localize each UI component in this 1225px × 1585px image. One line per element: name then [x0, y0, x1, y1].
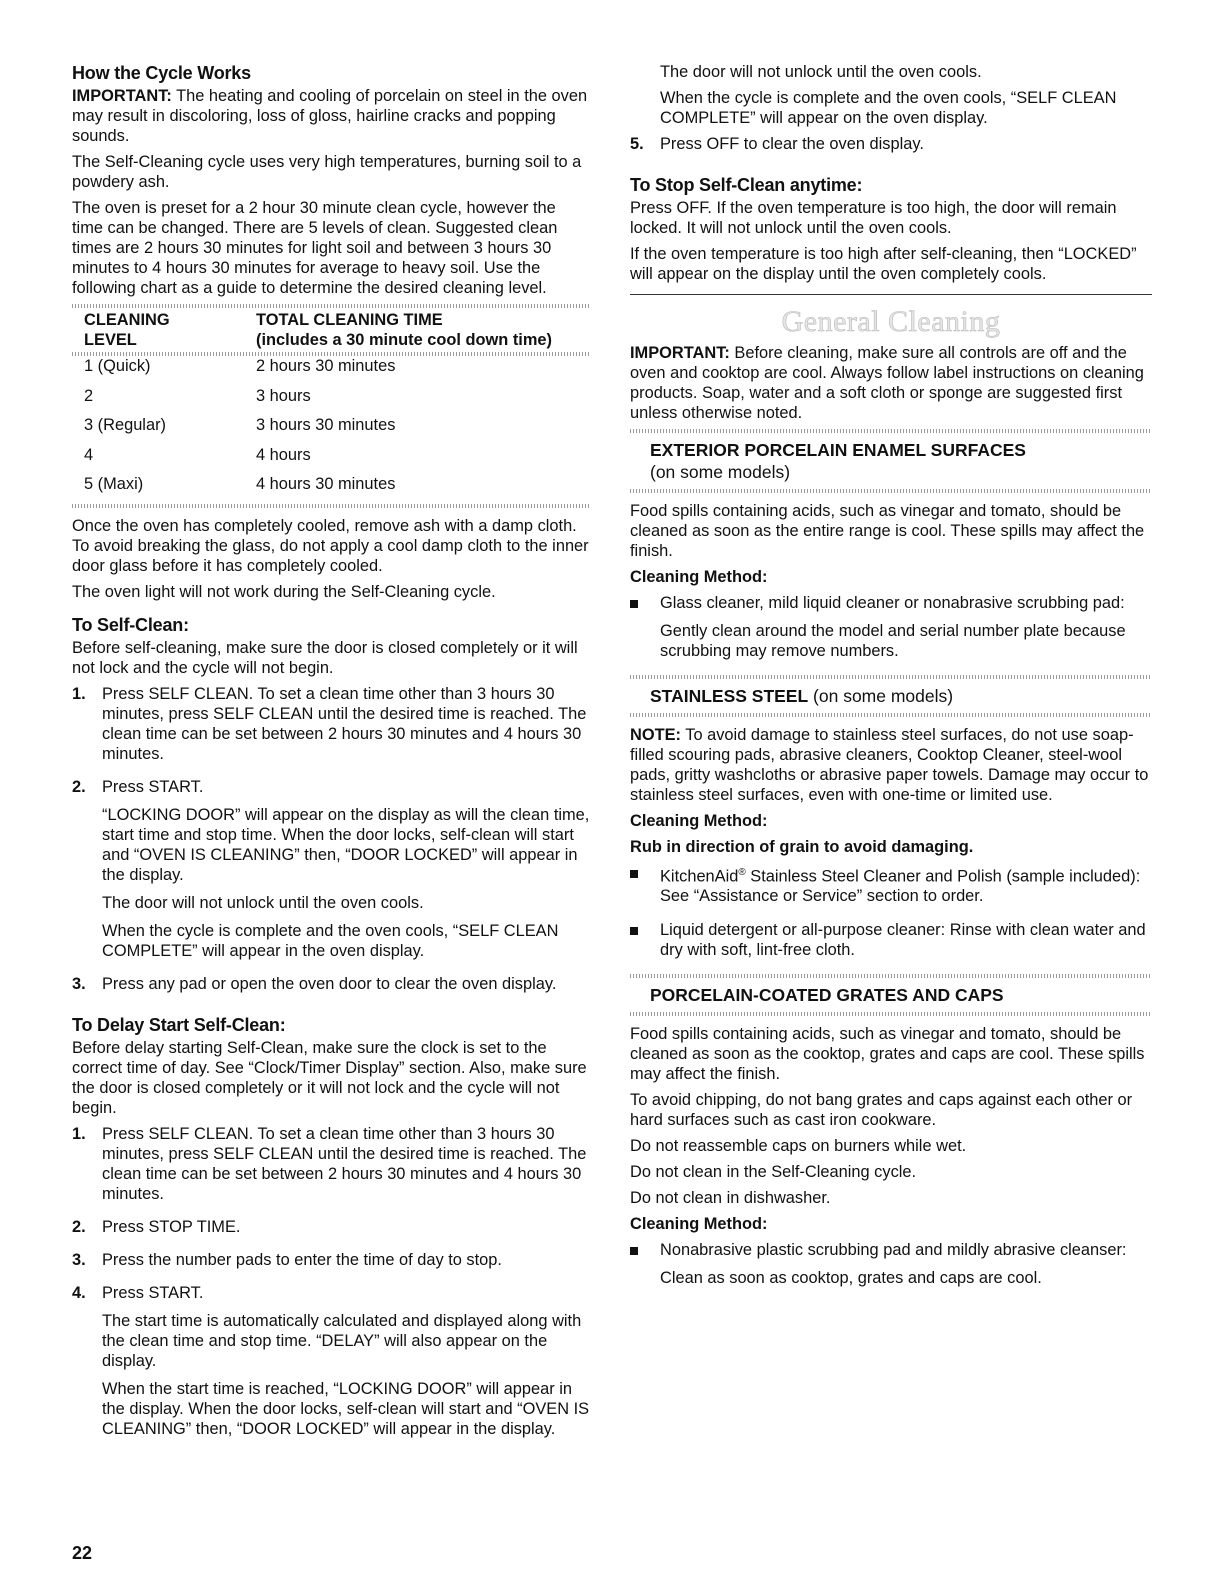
cell-level: 1 (Quick)	[84, 357, 151, 375]
self-clean-heading: To Self-Clean:	[72, 614, 189, 635]
important-text: The heating and cooling of porcelain on steel in the oven may result in discoloring, loss of gloss, hairline cracks and popping sounds.	[72, 87, 588, 145]
cell-time: 2 hours 30 minutes	[256, 357, 396, 375]
step-detail: “LOCKING DOOR” will appear on the display as will the clean time, start time and stop time. When the door locks, self-clean will start and “OVEN IS CLEANING” then, “DOOR LOCKED” will appear in the display.	[102, 805, 590, 884]
table-bottom-rule	[72, 504, 590, 508]
bullet-item	[630, 1240, 1152, 1296]
bullet-detail: Gently clean around the model and serial number plate because scrubbing may remove numbers.	[660, 622, 1126, 660]
general-cleaning-title: General Cleaning	[781, 305, 1001, 338]
square-bullet-icon	[630, 863, 660, 914]
bullet-detail: Clean as soon as cooktop, grates and caps are cool.	[660, 1269, 1042, 1288]
cell-level: 4	[84, 445, 94, 464]
paragraph: Do not reassemble caps on burners while wet.	[630, 1137, 967, 1156]
paragraph: To avoid chipping, do not bang grates and caps against each other or hard surfaces such as cast iron cookware.	[630, 1091, 1133, 1130]
note-label: NOTE:	[630, 726, 681, 744]
step-text: Press START.	[102, 777, 204, 796]
cleaning-method-label: Cleaning Method:	[630, 1215, 768, 1234]
important-text: Before cleaning, make sure all controls are off and the oven and cooktop are cool. Always follow label instructions on cleaning products. Soap, water and a soft cloth or sponge are suggested first unless otherwise noted.	[630, 344, 1144, 422]
step-text: Press OFF to clear the oven display.	[660, 135, 924, 153]
step-item	[72, 1283, 590, 1447]
bullet-text: Nonabrasive plastic scrubbing pad and mildly abrasive cleanser:	[660, 1241, 1127, 1260]
table-row	[72, 386, 590, 416]
bullet-text	[660, 863, 1152, 886]
step-text: Press the number pads to enter the time of day to stop.	[102, 1250, 502, 1269]
porcelain-grates-title: PORCELAIN-COATED GRATES AND CAPS	[650, 985, 1004, 1006]
cell-time: 4 hours 30 minutes	[256, 475, 396, 493]
col-header-level-line2: LEVEL	[84, 331, 137, 349]
delay-steps	[72, 1124, 590, 1447]
paragraph: Before delay starting Self-Clean, make sure the clock is set to the correct time of day. See “Clock/Timer Display” section. Also, make sure the door is closed completely or it will not lock and the cycle will not begin.	[72, 1038, 587, 1117]
registered-mark: ®	[738, 867, 746, 878]
col-header-time-line1: TOTAL CLEANING TIME	[256, 311, 443, 329]
paragraph: Do not clean in dishwasher.	[630, 1189, 831, 1208]
bullet-text: Liquid detergent or all-purpose cleaner: Rinse with clean water and dry with soft, lint-free cloth.	[660, 921, 1146, 960]
subhead-bottom-rule	[630, 489, 1152, 493]
paragraph: Food spills containing acids, such as vinegar and tomato, should be cleaned as soon as the cooktop, grates and caps are cool. These spills may affect the finish.	[630, 1025, 1145, 1084]
important-note	[630, 343, 1152, 423]
paragraph: Do not clean in the Self-Cleaning cycle.	[630, 1163, 917, 1182]
bullet-detail: See “Assistance or Service” section to order.	[660, 887, 984, 906]
col-header-level-line1: CLEANING	[84, 311, 170, 329]
table-row	[72, 415, 590, 445]
note-paragraph	[630, 725, 1152, 805]
step-text: Press SELF CLEAN. To set a clean time other than 3 hours 30 minutes, press SELF CLEAN until the desired time is reached. The clean time can be set between 2 hours 30 minutes and 4 hours 30 minutes.	[102, 684, 587, 763]
important-label: IMPORTANT:	[630, 344, 730, 362]
exterior-porcelain-title: EXTERIOR PORCELAIN ENAMEL SURFACES	[650, 440, 1026, 460]
square-bullet-icon	[630, 593, 660, 669]
subhead-bottom-rule	[630, 713, 1152, 717]
step-detail: When the cycle is complete and the oven cools, “SELF CLEAN COMPLETE” will appear in the oven display.	[102, 921, 559, 960]
note-text: To avoid damage to stainless steel surfaces, do not use soap-filled scouring pads, abrasive cleaners, Cooktop Cleaner, steel-wool pads, gritty washcloths or abrasive paper towels. Damage may occur to stainless steel surfaces, even with one-time or limited use.	[630, 726, 1149, 804]
col-header-time-line2: (includes a 30 minute cool down time)	[256, 331, 552, 349]
step-number: 3.	[72, 1250, 86, 1269]
porcelain-grates-subhead	[630, 974, 1152, 1016]
page-number: 22	[72, 1543, 93, 1563]
paragraph: The Self-Cleaning cycle uses very high temperatures, burning soil to a powdery ash.	[72, 153, 582, 191]
paragraph: Press OFF. If the oven temperature is too high, the door will remain locked. It will not unlock until the oven cools.	[630, 199, 1117, 237]
continued-text: The door will not unlock until the oven cools.	[660, 63, 982, 81]
cell-level: 5 (Maxi)	[84, 475, 144, 493]
step-item	[630, 134, 1152, 162]
right-column	[630, 62, 1152, 1302]
how-cycle-works-heading: How the Cycle Works	[72, 63, 251, 83]
paragraph: The oven is preset for a 2 hour 30 minute clean cycle, however the time can be changed. There are 5 levels of clean. Suggested clean times are 2 hours 30 minutes for light soil and between 3 hours 30 minutes to 4 hours 30 minutes for average to heavy soil. Use the following chart as a guide to determine the desired cleaning level.	[72, 199, 558, 297]
stainless-steel-note: (on some models)	[808, 686, 954, 706]
paragraph: Food spills containing acids, such as vinegar and tomato, should be cleaned as soon as the entire range is cool. These spills may affect the finish.	[630, 502, 1145, 560]
left-column	[72, 62, 590, 1453]
step-item	[72, 684, 590, 772]
cell-time: 3 hours	[256, 386, 311, 405]
step-number: 1.	[72, 684, 86, 703]
important-label: IMPORTANT:	[72, 87, 172, 105]
bullet-item	[630, 593, 1152, 669]
step-number: 3.	[72, 974, 86, 993]
table-row	[72, 445, 590, 475]
cell-time: 3 hours 30 minutes	[256, 416, 396, 434]
stainless-steel-subhead	[630, 675, 1152, 717]
bullet-item	[630, 863, 1152, 914]
bullet-text-rest: Stainless Steel Cleaner and Polish (sample included):	[745, 867, 1141, 886]
step-detail: The start time is automatically calculated and displayed along with the clean time and stop time. “DELAY” will also appear on the display.	[102, 1311, 582, 1370]
bullet-item	[630, 920, 1152, 968]
paragraph: The oven light will not work during the Self-Cleaning cycle.	[72, 582, 496, 601]
step-item	[72, 777, 590, 969]
bullet-text: Glass cleaner, mild liquid cleaner or nonabrasive scrubbing pad:	[660, 594, 1125, 612]
paragraph: If the oven temperature is too high after self-cleaning, then “LOCKED” will appear on the display until the oven completely cools.	[630, 245, 1137, 283]
table-row	[72, 474, 590, 504]
cell-level: 3 (Regular)	[84, 416, 166, 434]
cleaning-method-label: Cleaning Method:	[630, 568, 768, 586]
cleaning-level-table	[72, 304, 590, 508]
step-number: 2.	[72, 1217, 86, 1236]
delay-start-heading: To Delay Start Self-Clean:	[72, 1014, 286, 1035]
square-bullet-icon	[630, 1240, 660, 1296]
step-text: Press STOP TIME.	[102, 1217, 241, 1236]
step-number: 5.	[630, 135, 644, 153]
step-item	[72, 1217, 590, 1245]
step-detail: The door will not unlock until the oven cools.	[102, 893, 424, 912]
stop-self-clean-heading: To Stop Self-Clean anytime:	[630, 175, 863, 195]
paragraph: Before self-cleaning, make sure the door is closed completely or it will not lock and the cycle will not begin.	[72, 638, 578, 677]
exterior-porcelain-note: (on some models)	[650, 462, 791, 482]
cleaning-method-label: Cleaning Method:	[630, 812, 768, 830]
step-detail: When the start time is reached, “LOCKING DOOR” will appear in the display. When the door locks, self-clean will start and “OVEN IS CLEANING” then, “DOOR LOCKED” will appear in the display.	[102, 1379, 590, 1438]
step-number: 2.	[72, 777, 86, 796]
cell-level: 2	[84, 386, 94, 405]
brand-name: KitchenAid	[660, 867, 739, 886]
step-item	[72, 974, 590, 1002]
exterior-porcelain-subhead	[630, 429, 1152, 493]
step-text: Press SELF CLEAN. To set a clean time other than 3 hours 30 minutes, press SELF CLEAN until the desired time is reached. The clean time can be set between 2 hours 30 minutes and 4 hours 30 minutes.	[102, 1124, 587, 1203]
continued-text: When the cycle is complete and the oven cools, “SELF CLEAN COMPLETE” will appear on the oven display.	[660, 89, 1117, 127]
cell-time: 4 hours	[256, 445, 311, 464]
grain-instruction: Rub in direction of grain to avoid damaging.	[630, 838, 974, 856]
step-number: 1.	[72, 1124, 86, 1143]
step-number: 4.	[72, 1283, 86, 1302]
table-row	[72, 356, 590, 386]
self-clean-steps	[72, 684, 590, 1002]
step-text: Press START.	[102, 1283, 204, 1302]
paragraph: Once the oven has completely cooled, remove ash with a damp cloth. To avoid breaking the glass, do not apply a cool damp cloth to the inner door glass before it has completely cooled.	[72, 516, 589, 575]
subhead-bottom-rule	[630, 1012, 1152, 1016]
table-header	[72, 308, 590, 352]
step-text: Press any pad or open the oven door to clear the oven display.	[102, 974, 557, 993]
step-item	[72, 1124, 590, 1212]
section-divider	[630, 294, 1152, 295]
important-note	[72, 86, 590, 146]
stainless-steel-title: STAINLESS STEEL	[650, 686, 809, 706]
step-item	[72, 1250, 590, 1278]
square-bullet-icon	[630, 920, 660, 968]
